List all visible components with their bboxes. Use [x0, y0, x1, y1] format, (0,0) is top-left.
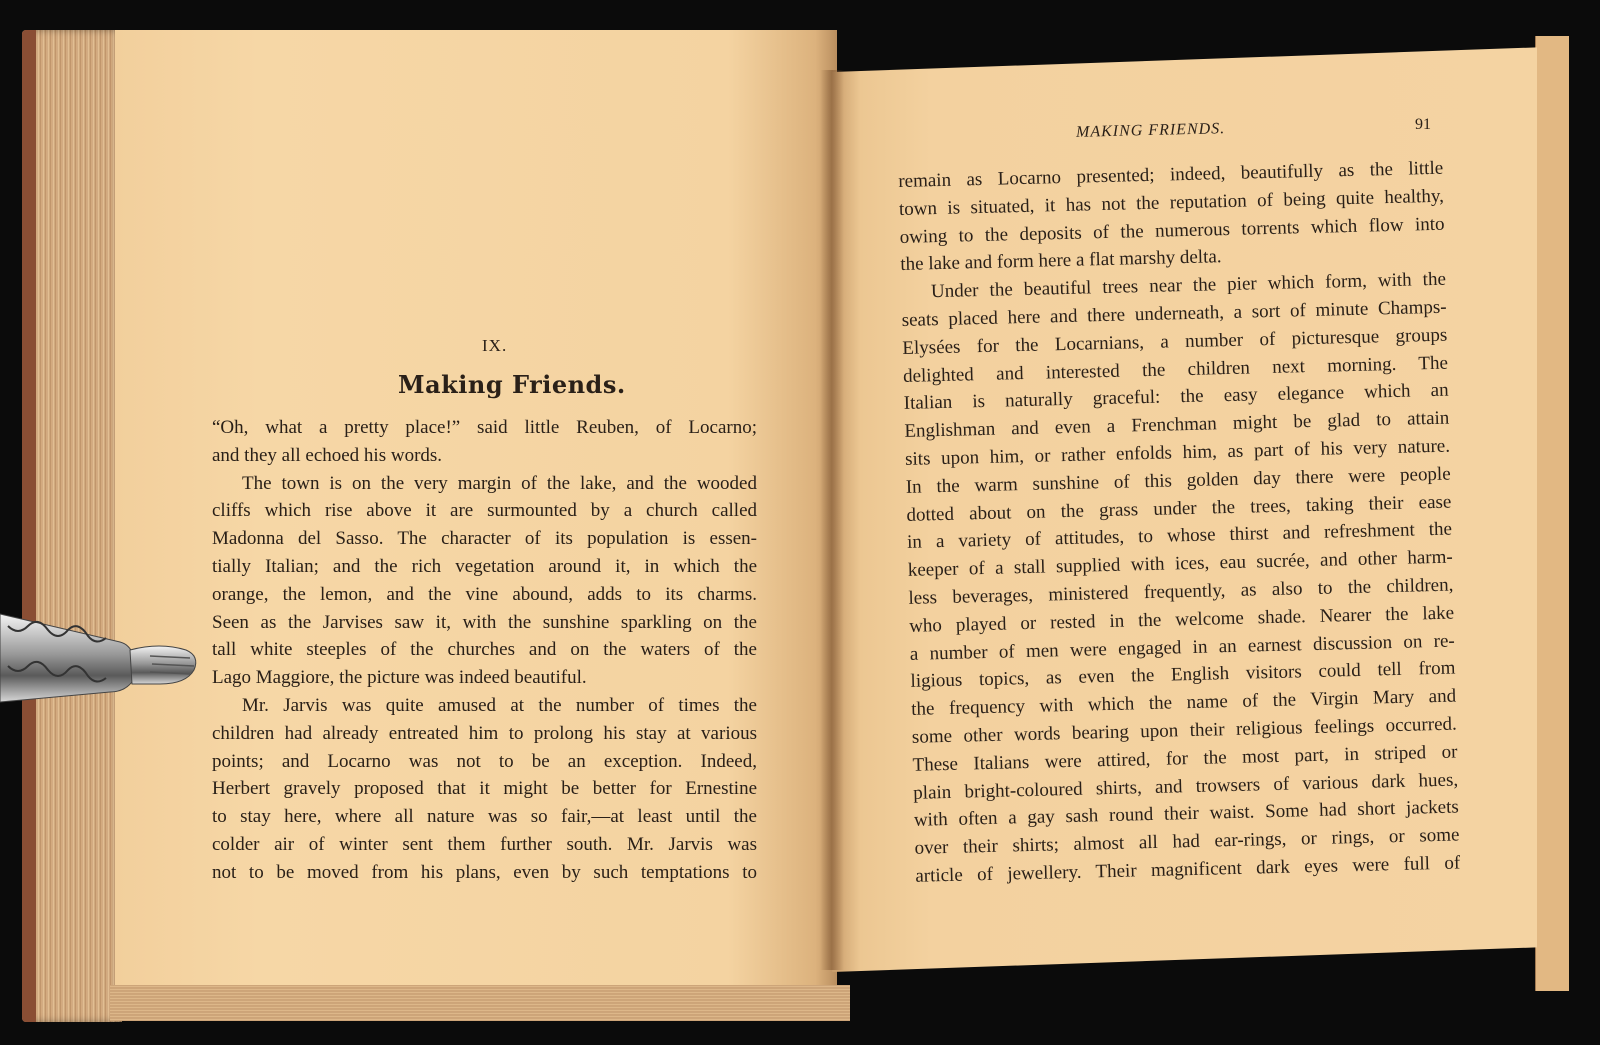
text-line: ligious topics, as even the English visitors could tell from: [910, 657, 1456, 693]
text-line: colder air of winter sent them further south. Mr. Jarvis was: [212, 833, 757, 855]
text-line: the frequency with which the name of the Virgin Mary and: [910, 685, 1457, 720]
text-line: who played or rested in the welcome shade. Nearer the lake: [908, 602, 1455, 637]
text-line: with often a gay sash round their waist. Some had short jackets: [913, 796, 1460, 832]
text-line: In the warm sunshine of this golden day there were people: [905, 463, 1451, 498]
text-line: keeper of a stall supplied with ices, eau sucrée, and other harm-: [907, 546, 1453, 582]
text-line: remain as Locarno presented; indeed, beautifully as the little: [898, 157, 1444, 192]
text-line: town is situated, it has not the reputation of being quite healthy,: [898, 185, 1445, 220]
text-line: The town is on the very margin of the lake, and the wooded: [242, 472, 757, 494]
text-line: Madonna del Sasso. The character of its population is essen-: [212, 528, 757, 550]
page-edges-right: [1535, 36, 1569, 991]
text-line: sits upon him, or rather enfolds him, as part of his very nature.: [904, 435, 1451, 470]
book-cover-spine: [22, 30, 36, 1022]
text-line: owing to the deposits of the numerous torrents which flow into: [899, 213, 1445, 248]
text-line: tall white steeples of the churches and on the waters of the: [212, 639, 757, 661]
text-line: to stay here, where all nature was so fair,—at least until the: [212, 806, 757, 828]
text-line: delighted and interested the children next morning. The: [902, 352, 1449, 387]
text-line: cliffs which rise above it are surmounted by a church called: [212, 500, 757, 522]
text-line: Englishman and even a Frenchman might be glad to attain: [904, 407, 1450, 443]
text-line: points; and Locarno was not to be an exception. Indeed,: [212, 750, 757, 772]
chapter-number: IX.: [482, 336, 508, 355]
page-edges-left: [22, 30, 122, 1022]
text-line: These Italians were attired, for the most part, in striped or: [912, 741, 1458, 776]
text-line: Lago Maggiore, the picture was indeed beautiful.: [212, 667, 587, 689]
text-line: Under the beautiful trees near the pier which form, with the: [930, 268, 1447, 303]
text-line: orange, the lemon, and the vine abound, adds to its charms.: [212, 583, 757, 605]
running-head: MAKING FRIENDS.: [1075, 120, 1226, 141]
book-gutter: [820, 70, 844, 970]
text-line: “Oh, what a pretty place!” said little Reuben, of Locarno;: [212, 417, 757, 438]
text-line: seats placed here and there underneath, a sort of minute Champs-: [901, 296, 1447, 331]
right-page-body: [898, 155, 1460, 891]
chapter-title: Making Friends.: [398, 370, 626, 399]
text-line: the lake and form here a flat marshy delta.: [900, 246, 1222, 276]
text-line: tially Italian; and the rich vegetation around it, in which the: [212, 555, 757, 577]
text-line: not to be moved from his plans, even by such temptations to: [212, 861, 757, 883]
text-line: Italian is naturally graceful: the easy elegance which an: [903, 379, 1449, 415]
page-number: 91: [1415, 116, 1431, 133]
text-line: plain bright-coloured shirts, and trowsers of various dark hues,: [913, 769, 1459, 804]
page-edges-bottom: [110, 985, 850, 1021]
text-line: Seen as the Jarvises saw it, with the sunshine sparkling on the: [212, 611, 757, 633]
left-page-body: [212, 414, 757, 887]
text-line: Elysées for the Locarnians, a number of picturesque groups: [902, 324, 1448, 359]
text-line: a number of men were engaged in an earnest discussion on re-: [909, 630, 1455, 665]
silver-hand-page-clip: [0, 606, 215, 706]
text-line: over their shirts; almost all had ear-rings, or rings, or some: [914, 824, 1460, 859]
text-line: article of jewellery. Their magnificent dark eyes were full of: [915, 852, 1461, 887]
text-line: in a variety of attitudes, to whose thirst and refreshment the: [906, 518, 1453, 554]
text-line: Mr. Jarvis was quite amused at the number of times the: [242, 694, 757, 716]
text-line: less beverages, ministered frequently, as also to the children,: [908, 574, 1454, 609]
text-line: some other words bearing upon their religious feelings occurred.: [911, 713, 1458, 748]
text-line: and they all echoed his words.: [212, 444, 443, 466]
text-line: Herbert gravely proposed that it might be better for Ernestine: [212, 778, 757, 800]
text-line: dotted about on the grass under the trees, taking their ease: [906, 491, 1452, 526]
text-line: children had already entreated him to prolong his stay at various: [212, 722, 757, 744]
